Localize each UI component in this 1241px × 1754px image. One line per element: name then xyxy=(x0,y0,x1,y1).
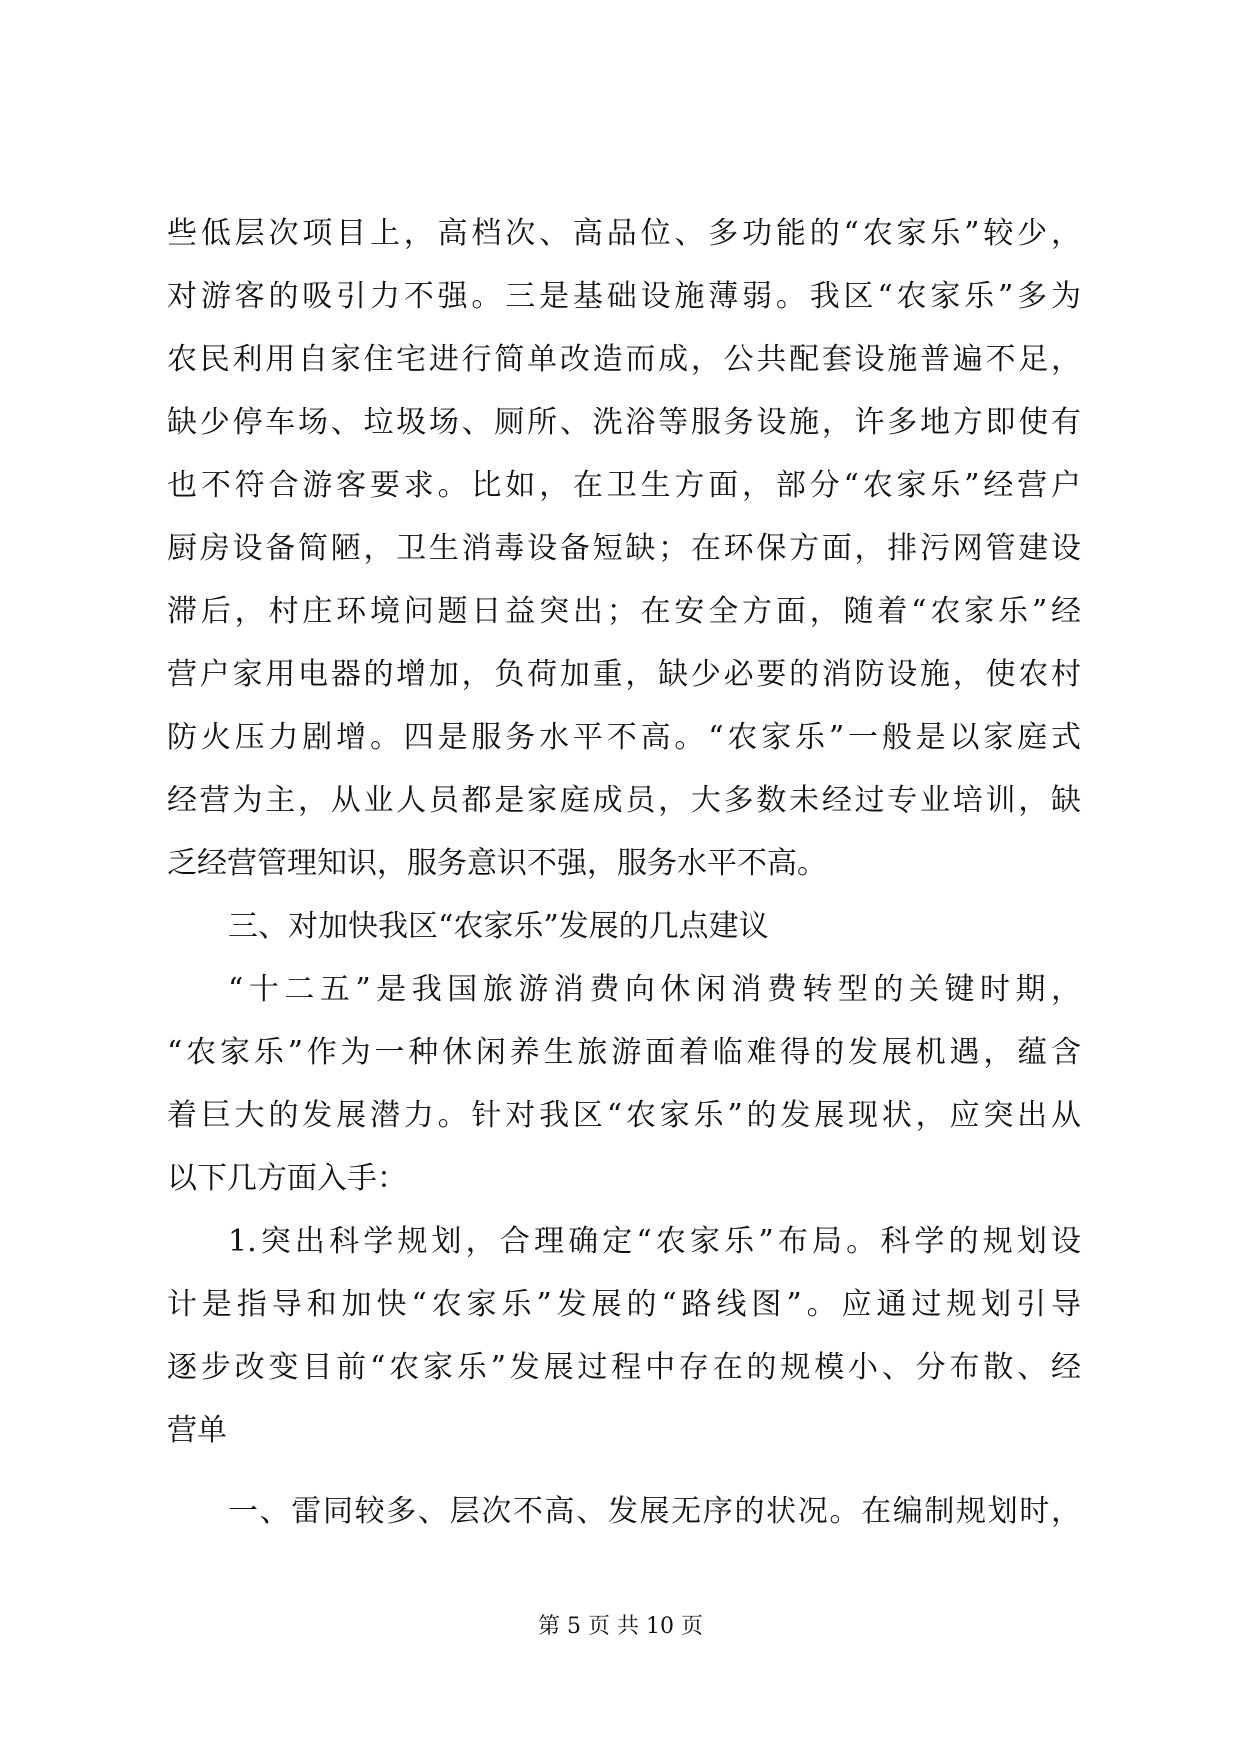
text-line: 着巨大的发展潜力。针对我区“农家乐”的发展现状，应突出从 xyxy=(167,1098,1081,1133)
text-line: 一、雷同较多、层次不高、发展无序的状况。在编制规划时， xyxy=(228,1494,1081,1529)
text-line: 以下几方面入手： xyxy=(167,1161,407,1196)
text-line: 1.突出科学规划，合理确定“农家乐”布局。科学的规划设 xyxy=(228,1224,1081,1259)
text-line: 对游客的吸引力不强。三是基础设施薄弱。我区“农家乐”多为 xyxy=(167,279,1081,314)
text-line: 些低层次项目上，高档次、高品位、多功能的“农家乐”较少， xyxy=(167,216,1081,251)
page-number: 第 5 页 共 10 页 xyxy=(538,1614,703,1639)
text-line: 乏经营管理知识，服务意识不强，服务水平不高。 xyxy=(167,846,827,881)
text-line: 营户家用电器的增加，负荷加重，缺少必要的消防设施，使农村 xyxy=(167,657,1081,692)
text-line: 经营为主，从业人员都是家庭成员，大多数未经过专业培训，缺 xyxy=(167,783,1081,818)
text-line: 逐步改变目前“农家乐”发展过程中存在的规模小、分布散、经 xyxy=(167,1350,1081,1385)
text-line: 农民利用自家住宅进行简单改造而成，公共配套设施普遍不足， xyxy=(167,342,1081,377)
text-line: 滞后，村庄环境问题日益突出；在安全方面，随着“农家乐”经 xyxy=(167,594,1081,629)
section-heading: 三、对加快我区“农家乐”发展的几点建议 xyxy=(228,909,769,944)
text-line: 缺少停车场、垃圾场、厕所、洗浴等服务设施，许多地方即使有 xyxy=(167,405,1081,440)
text-line: 厨房设备简陋，卫生消毒设备短缺；在环保方面，排污网管建设 xyxy=(167,531,1081,566)
text-line: 营单 xyxy=(167,1413,227,1448)
document-body xyxy=(167,202,1081,1543)
text-line: “农家乐”作为一种休闲养生旅游面着临难得的发展机遇，蕴含 xyxy=(167,1035,1081,1070)
text-line: 也不符合游客要求。比如，在卫生方面，部分“农家乐”经营户 xyxy=(167,468,1081,503)
text-line: 防火压力剧增。四是服务水平不高。“农家乐”一般是以家庭式 xyxy=(167,720,1081,755)
text-line: 计是指导和加快“农家乐”发展的“路线图”。应通过规划引导 xyxy=(167,1287,1081,1322)
text-line: “十二五”是我国旅游消费向休闲消费转型的关键时期， xyxy=(228,972,1081,1007)
